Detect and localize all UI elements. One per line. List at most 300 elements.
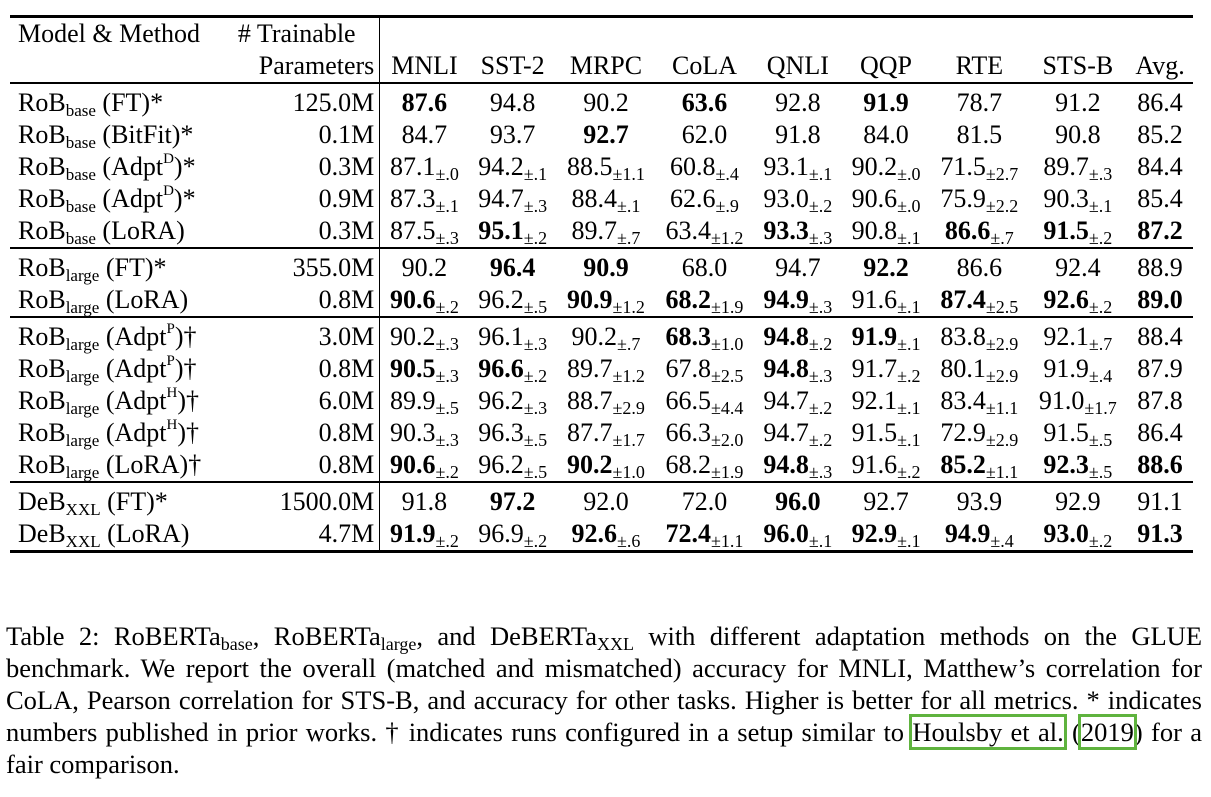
std-dev: ±.2 xyxy=(435,531,459,551)
row-params: 1500.0M xyxy=(234,482,380,518)
score-cell: 91.5±.1 xyxy=(851,418,921,450)
std-dev: ±1.7 xyxy=(1084,398,1117,418)
row-params: 0.9M xyxy=(234,183,380,215)
std-dev: ±.2 xyxy=(808,398,833,418)
std-dev: ±1.2 xyxy=(711,228,744,248)
model-name: RoB xyxy=(18,354,66,383)
score-cell: 90.2 xyxy=(557,83,656,119)
score-cell: 92.3±.5 xyxy=(1043,450,1113,482)
row-model-method xyxy=(10,215,234,248)
table-caption: Table 2: RoBERTabase, RoBERTalarge, and DeBERTaXXL with different adaptation methods on the GLUE benchmark. We report the overall (matched and mismatched) accuracy for MNLI, Matthew’s correlation for CoLA, Pearson correlation for STS-B, and accuracy for other tasks. Higher is better for all metrics. * indicates numbers published in prior works. † indicates runs configured in a setup similar to Houlsby et al. (2019) for a fair comparison. xyxy=(6,621,1203,779)
score-cell: 89.7±1.2 xyxy=(567,354,645,386)
score-cell: 86.6±.7 xyxy=(944,216,1014,248)
model-size: large xyxy=(65,367,100,386)
col-header: MNLI xyxy=(391,51,458,80)
score-cell: 96.1±.3 xyxy=(469,317,557,353)
avg-cell: 84.4 xyxy=(1137,152,1183,181)
score-cell: 91.7±.2 xyxy=(851,354,921,386)
std-dev: ±.4 xyxy=(1088,366,1113,386)
std-dev: ±.1 xyxy=(808,531,833,551)
table-row xyxy=(10,353,1193,385)
score-cell: 94.7 xyxy=(754,248,842,284)
method-variant: H xyxy=(166,417,178,433)
model-name: RoB xyxy=(18,184,66,213)
score-cell: 97.2 xyxy=(469,482,557,518)
std-dev: ±1.0 xyxy=(612,462,645,482)
std-dev: ±2.5 xyxy=(985,297,1019,317)
model-size: XXL xyxy=(65,532,101,551)
score-cell: 88.4±.1 xyxy=(571,184,641,216)
avg-cell: 89.0 xyxy=(1137,285,1183,314)
row-model-method xyxy=(10,482,234,518)
std-dev: ±.3 xyxy=(808,462,833,482)
table-row xyxy=(10,482,1193,518)
col-header: QNLI xyxy=(766,51,829,80)
table-header xyxy=(10,17,1193,84)
source-mark: * xyxy=(182,152,196,181)
row-model-method: RoB$_{large}$ (Adpt$^P$)† xyxy=(10,317,234,353)
method-name: (Adpt xyxy=(102,152,164,181)
std-dev: ±.2 xyxy=(808,334,833,354)
model-size: base xyxy=(65,101,96,120)
table-row xyxy=(10,151,1193,183)
score-cell: 90.2±.3 xyxy=(380,317,469,353)
score-cell: 92.7 xyxy=(583,120,629,149)
method-variant: D xyxy=(163,151,174,167)
avg-cell: 88.6 xyxy=(1137,450,1183,479)
citation-link-authors[interactable]: Houlsby et al. xyxy=(912,717,1064,747)
score-cell: 96.6±.2 xyxy=(478,354,548,386)
score-cell: 87.4±2.5 xyxy=(940,285,1019,317)
score-cell: 84.0 xyxy=(863,120,909,149)
score-cell: 94.9±.3 xyxy=(763,285,833,317)
table-row xyxy=(10,284,1193,317)
score-cell: 68.2±1.9 xyxy=(665,285,744,317)
score-cell: 90.3±.3 xyxy=(389,418,459,450)
model-name: RoB xyxy=(18,285,66,314)
method-name: (Adpt xyxy=(105,322,167,351)
std-dev: ±.6 xyxy=(617,531,641,551)
row-model-method: RoB$_{large}$ (Adpt$^H$)† xyxy=(18,385,200,418)
score-cell: 78.7 xyxy=(930,83,1029,119)
method-name: (FT) xyxy=(102,88,151,117)
score-cell: 94.8±.2 xyxy=(754,317,842,353)
avg-cell: 88.4 xyxy=(1127,317,1193,353)
caption-body: with different adaptation methods on the GLUE benchmark. We report the overall (matched and mismatched) accuracy for MNLI, Matthew’s correlation for CoLA, Pearson correlation for STS-B, and accuracy for other tasks. Higher is better for all metrics. * indicates numbers published in prior works. † indicates runs configured in a setup similar to xyxy=(6,621,1203,747)
std-dev: ±.3 xyxy=(523,398,548,418)
source-mark: † xyxy=(183,322,197,351)
method-name: (BitFit) xyxy=(102,120,181,149)
std-dev: ±1.9 xyxy=(711,462,744,482)
score-cell: 66.3±2.0 xyxy=(665,418,744,450)
score-cell: 96.0±.1 xyxy=(754,518,842,552)
score-cell: 94.8±.3 xyxy=(763,450,833,482)
row-model-method xyxy=(10,248,234,284)
score-cell: 90.8 xyxy=(1055,120,1101,149)
model-size: base xyxy=(65,133,96,152)
std-dev: ±.1 xyxy=(808,164,833,184)
score-cell: 92.1±.7 xyxy=(1029,317,1128,353)
model-size: base xyxy=(65,229,96,248)
method-name: (Adpt xyxy=(105,354,167,383)
std-dev: ±.1 xyxy=(897,398,921,418)
score-cell: 62.0 xyxy=(681,120,728,149)
std-dev: ±.1 xyxy=(523,164,548,184)
score-cell: 96.3±.5 xyxy=(478,418,548,450)
std-dev: ±.2 xyxy=(1088,531,1113,551)
score-cell: 94.8±.3 xyxy=(763,354,833,386)
avg-cell: 91.1 xyxy=(1127,482,1193,518)
score-cell: 83.8±2.9 xyxy=(930,317,1029,353)
std-dev: ±.7 xyxy=(617,228,641,248)
row-params: 4.7M xyxy=(234,518,380,552)
row-model-method: RoB$_{large}$ (Adpt$^P$)† xyxy=(18,353,197,386)
row-params: 125.0M xyxy=(234,83,380,119)
score-cell: 87.6 xyxy=(380,83,469,119)
score-cell: 67.8±2.5 xyxy=(665,354,744,386)
model-size: large xyxy=(65,335,100,354)
score-cell: 90.2±.7 xyxy=(557,317,656,353)
col-header: STS-B xyxy=(1042,51,1114,80)
row-model-method: RoB$_{base}$ (Adpt$^D$)* xyxy=(18,183,196,216)
score-cell: 81.5 xyxy=(956,120,1003,149)
score-cell: 93.9 xyxy=(930,482,1029,518)
score-cell: 90.6±.2 xyxy=(389,285,459,317)
caption-model-1-sub: base xyxy=(220,634,253,654)
avg-cell: 86.4 xyxy=(1137,418,1183,447)
std-dev: ±2.0 xyxy=(711,430,744,450)
std-dev: ±.2 xyxy=(1088,228,1113,248)
score-cell: 96.4 xyxy=(469,248,557,284)
score-cell: 91.9 xyxy=(842,83,930,119)
caption-model-3: DeBERTa xyxy=(490,621,597,651)
row-params: 0.8M xyxy=(234,353,380,385)
std-dev: ±.3 xyxy=(435,430,459,450)
std-dev: ±2.2 xyxy=(985,196,1019,216)
std-dev: ±2.9 xyxy=(985,334,1019,354)
method-name: (Adpt xyxy=(105,386,167,415)
score-cell: 91.8 xyxy=(775,120,821,149)
score-cell: 88.5±1.1 xyxy=(567,152,645,184)
col-header: QQP xyxy=(860,51,913,80)
std-dev: ±.5 xyxy=(523,297,548,317)
score-cell: 93.0±.2 xyxy=(1029,518,1128,552)
std-dev: ±.7 xyxy=(617,334,641,354)
model-name: RoB xyxy=(18,120,66,149)
header-trainable-line2: Parameters xyxy=(234,50,380,83)
score-cell: 91.2 xyxy=(1029,83,1128,119)
score-cell: 90.2±1.0 xyxy=(567,450,645,482)
std-dev: ±.1 xyxy=(897,531,921,551)
caption-label: Table 2: xyxy=(6,621,100,651)
model-name: RoB xyxy=(18,253,66,282)
std-dev: ±1.9 xyxy=(711,297,744,317)
std-dev: ±.3 xyxy=(808,366,833,386)
std-dev: ±2.9 xyxy=(985,366,1019,386)
row-model-method xyxy=(10,284,234,317)
model-name: RoB xyxy=(18,418,66,447)
score-cell: 94.7±.2 xyxy=(763,418,833,450)
std-dev: ±.1 xyxy=(1088,196,1113,216)
score-cell: 92.6±.6 xyxy=(557,518,656,552)
score-cell: 68.2±1.9 xyxy=(665,450,744,482)
std-dev: ±.1 xyxy=(897,334,921,354)
row-params: 0.8M xyxy=(234,449,380,482)
caption-model-2: RoBERTa xyxy=(273,621,381,651)
table-row xyxy=(10,248,1193,284)
score-cell: 93.1±.1 xyxy=(763,152,833,184)
std-dev: ±.1 xyxy=(617,196,641,216)
std-dev: ±.3 xyxy=(523,196,548,216)
score-cell: 84.7 xyxy=(401,120,448,149)
col-header: SST-2 xyxy=(480,51,545,80)
row-params: 0.8M xyxy=(234,284,380,317)
method-variant: P xyxy=(166,353,175,369)
row-model-method xyxy=(10,449,234,482)
row-model-method: RoB$_{large}$ (Adpt$^H$)† xyxy=(18,417,200,450)
method-name: (Adpt xyxy=(102,184,164,213)
score-cell: 92.9±.1 xyxy=(842,518,930,552)
score-cell: 60.8±.4 xyxy=(670,152,739,184)
score-cell: 90.2 xyxy=(380,248,469,284)
score-cell: 92.1±.1 xyxy=(851,386,921,418)
model-name: RoB xyxy=(18,216,66,245)
std-dev: ±.2 xyxy=(897,366,921,386)
score-cell: 90.2±.0 xyxy=(851,152,921,184)
score-cell: 90.6±.2 xyxy=(389,450,459,482)
caption-model-1: RoBERTa xyxy=(113,621,221,651)
caption-model-2-sub: large xyxy=(380,634,417,654)
std-dev: ±.1 xyxy=(897,297,921,317)
results-table xyxy=(10,15,1193,553)
score-cell: 94.2±.1 xyxy=(478,152,548,184)
source-mark: * xyxy=(153,253,167,282)
table-row xyxy=(10,417,1193,449)
table-row xyxy=(10,183,1193,215)
model-size: large xyxy=(65,399,100,418)
method-name: (LoRA) xyxy=(105,285,189,314)
method-name: (Adpt xyxy=(105,418,167,447)
model-name: RoB xyxy=(18,386,66,415)
score-cell: 89.7±.7 xyxy=(571,216,641,248)
std-dev: ±2.9 xyxy=(612,398,645,418)
std-dev: ±.0 xyxy=(897,196,921,216)
std-dev: ±.2 xyxy=(808,430,833,450)
std-dev: ±4.4 xyxy=(711,398,744,418)
source-mark: * xyxy=(180,120,194,149)
std-dev: ±1.7 xyxy=(612,430,645,450)
avg-cell: 87.8 xyxy=(1137,386,1183,415)
std-dev: ±.3 xyxy=(808,297,833,317)
score-cell: 87.5±.3 xyxy=(389,216,459,248)
std-dev: ±1.1 xyxy=(985,462,1019,482)
row-params: 0.1M xyxy=(234,119,380,151)
score-cell: 86.6 xyxy=(930,248,1029,284)
score-cell: 96.9±.2 xyxy=(469,518,557,552)
std-dev: ±.2 xyxy=(435,462,459,482)
score-cell: 91.9±.2 xyxy=(380,518,469,552)
model-size: large xyxy=(65,298,100,317)
model-size: large xyxy=(65,266,100,285)
score-cell: 80.1±2.9 xyxy=(940,354,1019,386)
std-dev: ±1.1 xyxy=(711,531,744,551)
avg-cell: 86.4 xyxy=(1127,83,1193,119)
std-dev: ±.3 xyxy=(523,334,548,354)
std-dev: ±1.2 xyxy=(612,297,645,317)
score-cell: 94.9±.4 xyxy=(930,518,1029,552)
std-dev: ±.5 xyxy=(523,462,548,482)
header-model-method: Model & Method xyxy=(10,17,234,51)
model-size: XXL xyxy=(65,500,101,519)
source-mark: † xyxy=(183,354,197,383)
method-variant: P xyxy=(166,321,175,337)
score-cell: 91.6±.2 xyxy=(851,450,921,482)
std-dev: ±.3 xyxy=(1088,164,1113,184)
std-dev: ±.3 xyxy=(435,366,459,386)
std-dev: ±.3 xyxy=(435,228,459,248)
row-model-method xyxy=(10,119,234,151)
std-dev: ±.1 xyxy=(897,430,921,450)
score-cell: 96.0 xyxy=(754,482,842,518)
score-cell: 87.7±1.7 xyxy=(567,418,645,450)
model-name: DeB xyxy=(18,519,66,548)
model-size: large xyxy=(65,431,100,450)
citation-link-year[interactable]: 2019 xyxy=(1080,717,1134,747)
std-dev: ±.1 xyxy=(435,196,459,216)
score-cell: 87.3±.1 xyxy=(389,184,459,216)
score-cell: 71.5±2.7 xyxy=(940,152,1019,184)
table-row xyxy=(10,119,1193,151)
score-cell: 83.4±1.1 xyxy=(940,386,1019,418)
method-name: (LoRA) xyxy=(102,216,185,245)
score-cell: 92.0 xyxy=(557,482,656,518)
row-params: 3.0M xyxy=(234,317,380,353)
std-dev: ±2.5 xyxy=(711,366,744,386)
table-row xyxy=(10,215,1193,248)
score-cell: 93.0±.2 xyxy=(763,184,833,216)
avg-cell: 85.2 xyxy=(1137,120,1183,149)
method-variant: D xyxy=(163,183,174,199)
row-model-method xyxy=(10,518,234,552)
std-dev: ±.2 xyxy=(523,366,548,386)
avg-cell: 91.3 xyxy=(1127,518,1193,552)
score-cell: 92.6±.2 xyxy=(1043,285,1113,317)
model-name: RoB xyxy=(18,88,66,117)
std-dev: ±.7 xyxy=(1088,334,1113,354)
score-cell: 90.6±.0 xyxy=(851,184,921,216)
std-dev: ±.0 xyxy=(435,164,459,184)
caption-model-3-sub: XXL xyxy=(596,634,634,654)
std-dev: ±.0 xyxy=(897,164,921,184)
score-cell: 90.8±.1 xyxy=(851,216,921,248)
score-cell: 94.7±.3 xyxy=(478,184,548,216)
std-dev: ±1.1 xyxy=(985,398,1019,418)
score-cell: 91.9±.4 xyxy=(1043,354,1113,386)
source-mark: * xyxy=(150,88,164,117)
row-model-method: RoB$_{base}$ (Adpt$^D$)* xyxy=(18,151,196,184)
score-cell: 91.8 xyxy=(380,482,469,518)
std-dev: ±.2 xyxy=(808,196,833,216)
score-cell: 85.2±1.1 xyxy=(940,450,1019,482)
row-params: 0.3M xyxy=(234,215,380,248)
score-cell: 89.9±.5 xyxy=(389,386,459,418)
source-mark: † xyxy=(188,450,202,479)
avg-cell: 85.4 xyxy=(1137,184,1183,213)
score-cell: 89.7±.3 xyxy=(1043,152,1113,184)
score-cell: 87.1±.0 xyxy=(389,152,459,184)
std-dev: ±.5 xyxy=(1088,462,1113,482)
score-cell: 94.8 xyxy=(469,83,557,119)
row-model-method xyxy=(10,83,234,119)
std-dev: ±2.7 xyxy=(985,164,1019,184)
score-cell: 94.7±.2 xyxy=(763,386,833,418)
score-cell: 90.3±.1 xyxy=(1043,184,1113,216)
std-dev: ±1.1 xyxy=(612,164,645,184)
source-mark: † xyxy=(186,418,200,447)
method-name: (FT) xyxy=(107,487,155,516)
score-cell: 62.6±.9 xyxy=(670,184,739,216)
std-dev: ±1.0 xyxy=(711,334,744,354)
std-dev: ±.3 xyxy=(808,228,833,248)
source-mark: † xyxy=(186,386,200,415)
std-dev: ±.4 xyxy=(715,164,739,184)
score-cell: 92.8 xyxy=(754,83,842,119)
score-cell: 91.5±.2 xyxy=(1043,216,1113,248)
std-dev: ±.2 xyxy=(435,297,459,317)
table-row xyxy=(10,518,1193,552)
avg-cell: 87.9 xyxy=(1137,354,1183,383)
score-cell: 96.2±.5 xyxy=(478,285,548,317)
score-cell: 92.9 xyxy=(1029,482,1128,518)
std-dev: ±.7 xyxy=(990,228,1014,248)
table-row xyxy=(10,317,1193,353)
std-dev: ±.2 xyxy=(523,531,548,551)
row-params: 6.0M xyxy=(234,385,380,417)
std-dev: ±.2 xyxy=(1088,297,1113,317)
score-cell: 68.3±1.0 xyxy=(655,317,754,353)
col-header: CoLA xyxy=(671,51,737,80)
col-header: MRPC xyxy=(569,51,643,80)
score-cell: 63.6 xyxy=(655,83,754,119)
score-cell: 96.2±.3 xyxy=(478,386,548,418)
score-cell: 63.4±1.2 xyxy=(665,216,744,248)
score-cell: 93.7 xyxy=(489,120,536,149)
score-cell: 92.2 xyxy=(842,248,930,284)
score-cell: 96.2±.5 xyxy=(478,450,548,482)
score-cell: 75.9±2.2 xyxy=(940,184,1019,216)
model-size: large xyxy=(65,463,100,482)
score-cell: 90.5±.3 xyxy=(389,354,459,386)
std-dev: ±1.2 xyxy=(612,366,645,386)
model-size: base xyxy=(65,197,96,216)
row-params: 0.8M xyxy=(234,417,380,449)
score-cell: 91.9±.1 xyxy=(842,317,930,353)
source-mark: * xyxy=(182,184,196,213)
table-row xyxy=(10,385,1193,417)
row-params: 355.0M xyxy=(234,248,380,284)
col-header: RTE xyxy=(955,51,1004,80)
table-row xyxy=(10,449,1193,482)
col-header: Avg. xyxy=(1135,51,1185,80)
source-mark: * xyxy=(154,487,168,516)
score-cell: 90.9 xyxy=(557,248,656,284)
method-variant: H xyxy=(166,385,178,401)
std-dev: ±.4 xyxy=(990,531,1014,551)
score-cell: 93.3±.3 xyxy=(763,216,833,248)
score-cell: 95.1±.2 xyxy=(478,216,548,248)
score-cell: 88.7±2.9 xyxy=(567,386,645,418)
score-cell: 72.4±1.1 xyxy=(655,518,754,552)
